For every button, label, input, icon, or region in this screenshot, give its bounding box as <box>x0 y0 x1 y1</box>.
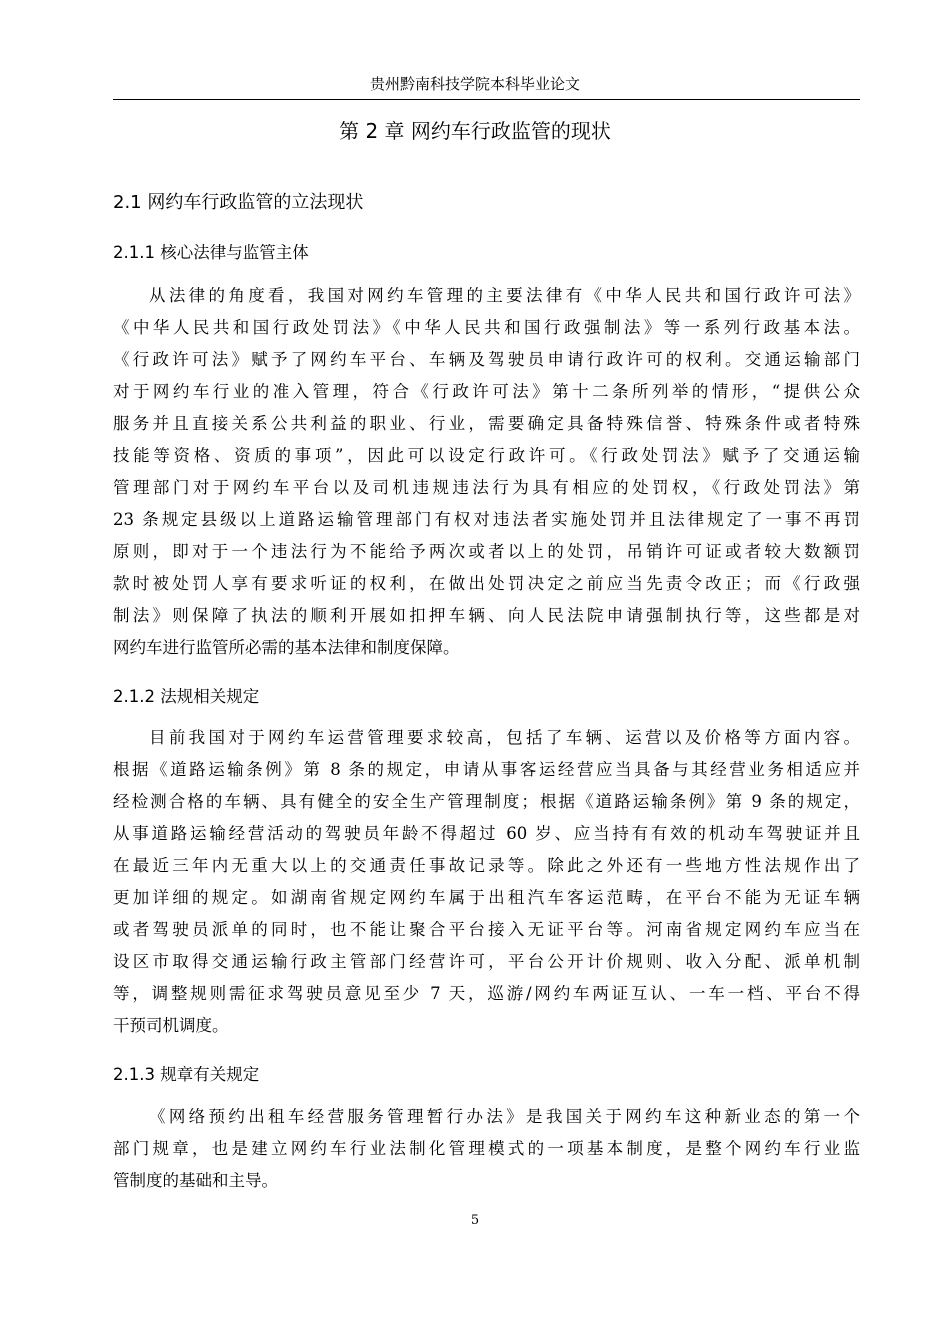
chapter-title: 第 2 章 网约车行政监管的现状 <box>339 119 611 143</box>
paragraph-line: 设区市取得交通运输行政主管部门经营许可，平台公开计价规则、收入分配、派单机制 <box>113 952 860 971</box>
paragraph-line: 《网络预约出租车经营服务管理暂行办法》是我国关于网约车这种新业态的第一个 <box>149 1107 860 1126</box>
paragraph-line: 干预司机调度。 <box>113 1016 229 1035</box>
subsection-heading-2-1-2: 2.1.2 法规相关规定 <box>113 687 260 706</box>
paragraph-2-1-1 <box>113 280 860 664</box>
paragraph-line: 技能等资格、资质的事项”，因此可以设定行政许可。《行政处罚法》赋予了交通运输 <box>113 446 860 465</box>
paragraph-line: 或者驾驶员派单的同时，也不能让聚合平台接入无证平台等。河南省规定网约车应当在 <box>113 920 860 939</box>
running-header: 贵州黔南科技学院本科毕业论文 <box>369 75 580 93</box>
paragraph-line: 网约车进行监管所必需的基本法律和制度保障。 <box>113 638 460 657</box>
paragraph-line: 管制度的基础和主导。 <box>113 1171 278 1190</box>
paragraph-2-1-3 <box>113 1101 860 1197</box>
paragraph-line: 管理部门对于网约车平台以及司机违规违法行为具有相应的处罚权，《行政处罚法》第 <box>113 478 860 497</box>
paragraph-line: 服务并且直接关系公共利益的职业、行业，需要确定具备特殊信誉、特殊条件或者特殊 <box>113 414 860 433</box>
paragraph-line: 更加详细的规定。如湖南省规定网约车属于出租汽车客运范畴，在平台不能为无证车辆 <box>113 888 860 907</box>
paragraph-line: 从事道路运输经营活动的驾驶员年龄不得超过 60 岁、应当持有有效的机动车驾驶证并且 <box>113 824 860 843</box>
paragraph-line: 根据《道路运输条例》第 8 条的规定，申请从事客运经营应当具备与其经营业务相适应并 <box>113 760 860 779</box>
paragraph-line: 制法》则保障了执法的顺利开展如扣押车辆、向人民法院申请强制执行等，这些都是对 <box>113 606 860 625</box>
subsection-heading-2-1-3: 2.1.3 规章有关规定 <box>113 1065 260 1084</box>
paragraph-line: 部门规章，也是建立网约车行业法制化管理模式的一项基本制度，是整个网约车行业监 <box>113 1139 860 1158</box>
subsection-heading-2-1-1: 2.1.1 核心法律与监管主体 <box>113 243 309 262</box>
paragraph-line: 等，调整规则需征求驾驶员意见至少 7 天，巡游/网约车两证互认、一车一档、平台不得 <box>113 984 860 1003</box>
paragraph-line: 款时被处罚人享有要求听证的权利，在做出处罚决定之前应当先责令改正；而《行政强 <box>113 574 860 593</box>
paragraph-line: 《中华人民共和国行政处罚法》《中华人民共和国行政强制法》等一系列行政基本法。 <box>113 318 860 337</box>
paragraph-line: 目前我国对于网约车运营管理要求较高，包括了车辆、运营以及价格等方面内容。 <box>149 728 860 747</box>
paragraph-line: 23 条规定县级以上道路运输管理部门有权对违法者实施处罚并且法律规定了一事不再罚 <box>113 510 860 529</box>
paragraph-line: 原则，即对于一个违法行为不能给予两次或者以上的处罚，吊销许可证或者较大数额罚 <box>113 542 860 561</box>
paragraph-line: 在最近三年内无重大以上的交通责任事故记录等。除此之外还有一些地方性法规作出了 <box>113 856 860 875</box>
paragraph-line: 对于网约车行业的准入管理，符合《行政许可法》第十二条所列举的情形，“提供公众 <box>113 382 860 401</box>
paragraph-line: 从法律的角度看，我国对网约车管理的主要法律有《中华人民共和国行政许可法》 <box>149 286 860 305</box>
paragraph-2-1-2 <box>113 722 860 1042</box>
header-rule <box>113 99 860 100</box>
page-number: 5 <box>470 1213 480 1228</box>
paragraph-line: 《行政许可法》赋予了网约车平台、车辆及驾驶员申请行政许可的权利。交通运输部门 <box>113 350 860 369</box>
section-heading-2-1: 2.1 网约车行政监管的立法现状 <box>113 192 364 213</box>
paragraph-line: 经检测合格的车辆、具有健全的安全生产管理制度；根据《道路运输条例》第 9 条的规定， <box>113 792 860 811</box>
